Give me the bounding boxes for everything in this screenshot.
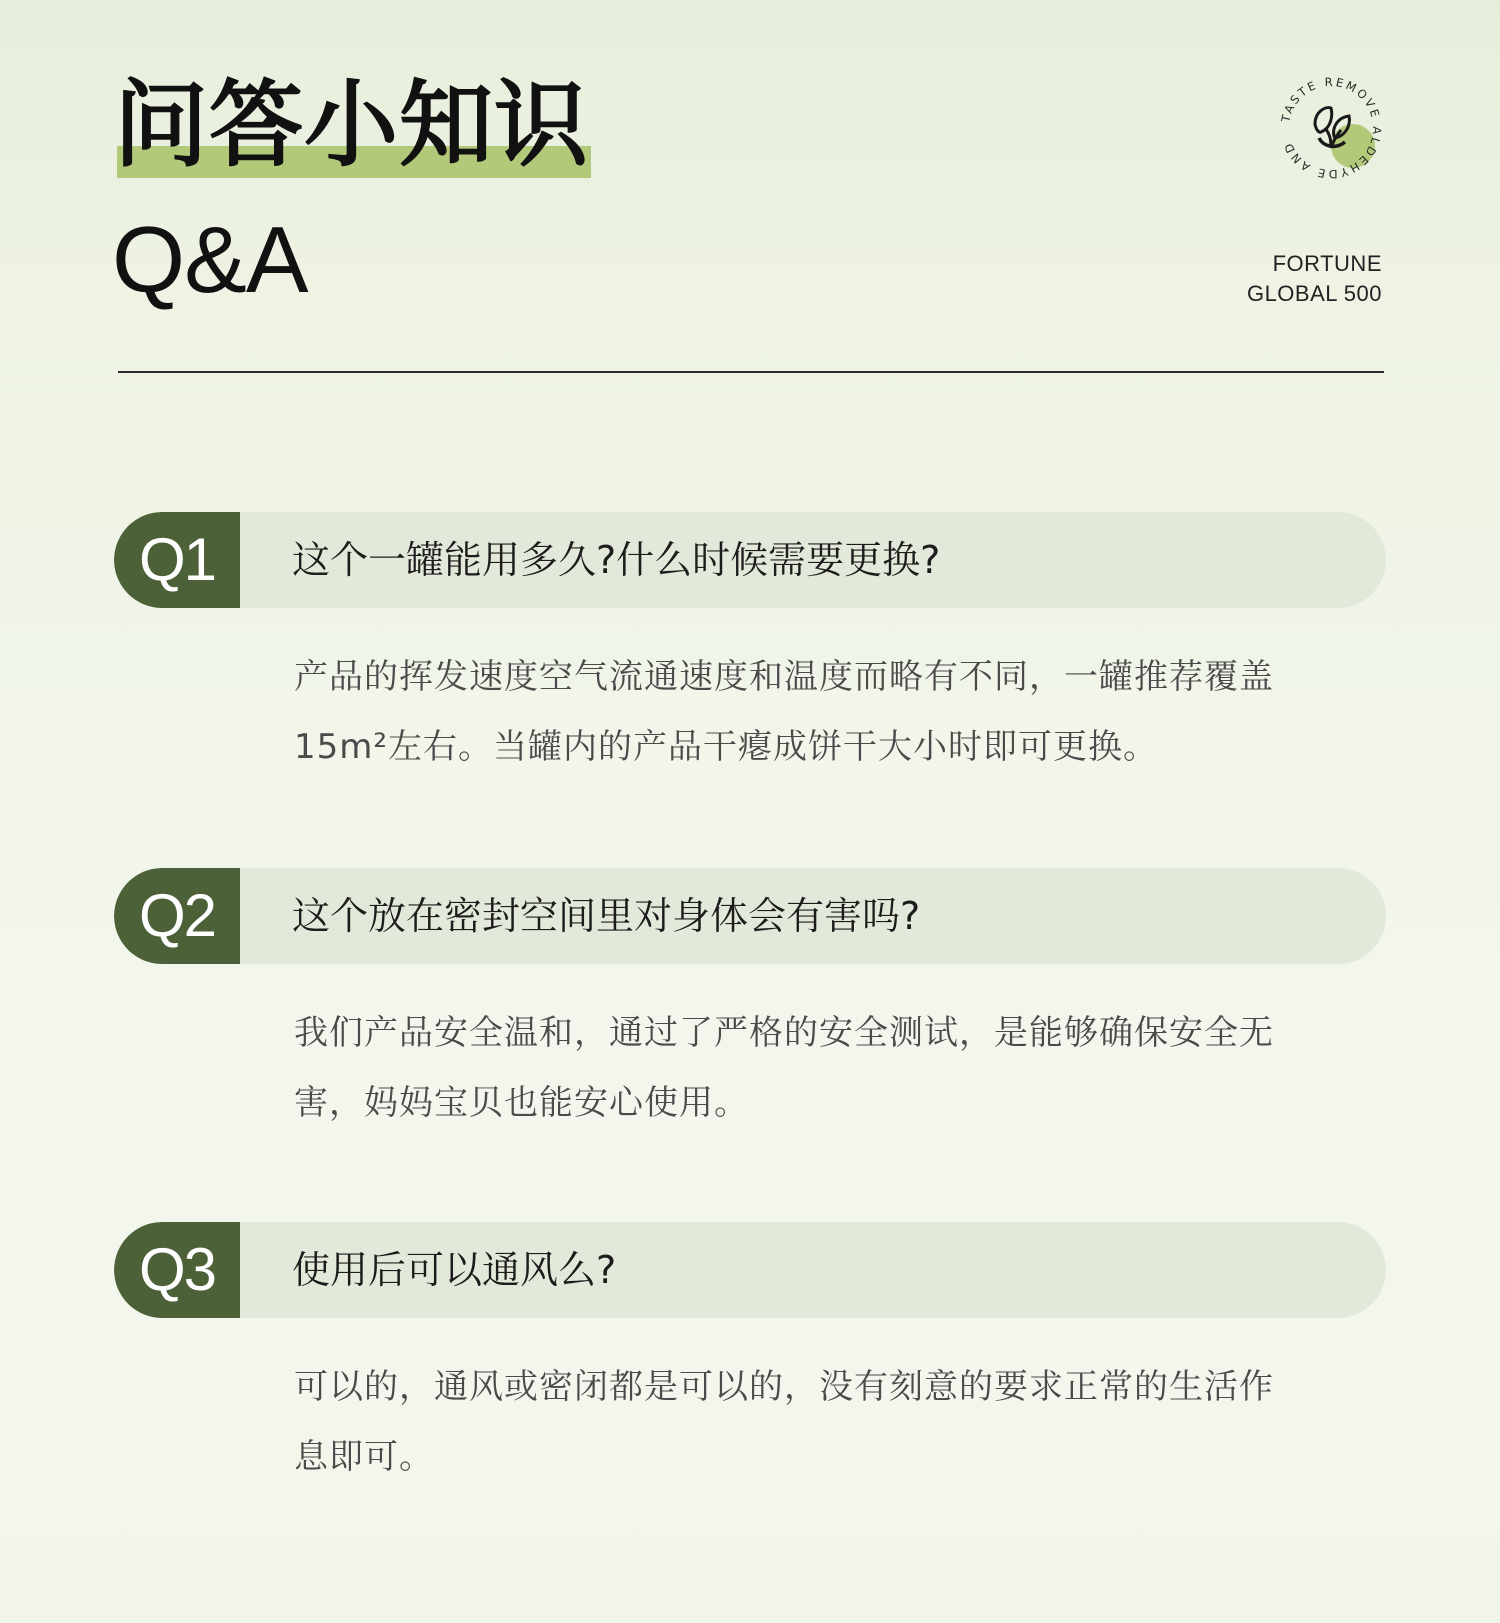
question-bar-2 bbox=[114, 868, 1386, 964]
qa-item-2 bbox=[114, 868, 1386, 1138]
header-divider bbox=[118, 371, 1384, 373]
qa-item-3 bbox=[114, 1222, 1386, 1492]
answer-text-1: 产品的挥发速度空气流通速度和温度而略有不同，一罐推荐覆盖15m²左右。当罐内的产品干瘪成饼干大小时即可更换。 bbox=[294, 657, 1274, 767]
leaf-icon bbox=[1275, 72, 1387, 184]
page-subtitle: Q&A bbox=[112, 207, 308, 312]
question-text-2: 这个放在密封空间里对身体会有害吗? bbox=[292, 894, 921, 938]
question-text-3: 使用后可以通风么? bbox=[292, 1248, 617, 1292]
badge-ring-text: TASTE REMOVE ALDEHYDE AND bbox=[1278, 74, 1385, 182]
question-badge-2: Q2 bbox=[114, 868, 240, 964]
brand-tagline bbox=[1247, 249, 1382, 309]
question-text-1: 这个一罐能用多久?什么时候需要更换? bbox=[292, 538, 941, 582]
answer-text-2: 我们产品安全温和，通过了严格的安全测试，是能够确保安全无害，妈妈宝贝也能安心使用。 bbox=[294, 1013, 1274, 1123]
question-badge-1: Q1 bbox=[114, 512, 240, 608]
brand-badge-logo bbox=[1275, 72, 1387, 184]
svg-text:TASTE REMOVE ALDEHYDE AND bbox=[1278, 75, 1384, 181]
answer-text-3: 可以的，通风或密闭都是可以的，没有刻意的要求正常的生活作息即可。 bbox=[294, 1367, 1274, 1477]
brand-line-2: GLOBAL 500 bbox=[1246, 281, 1382, 306]
qa-item-1 bbox=[114, 512, 1386, 782]
question-badge-3: Q3 bbox=[114, 1222, 240, 1318]
page-title: 问答小知识 bbox=[114, 71, 590, 180]
question-bar-1 bbox=[114, 512, 1386, 608]
brand-line-1: FORTUNE bbox=[1272, 251, 1382, 276]
question-bar-3 bbox=[114, 1222, 1386, 1318]
